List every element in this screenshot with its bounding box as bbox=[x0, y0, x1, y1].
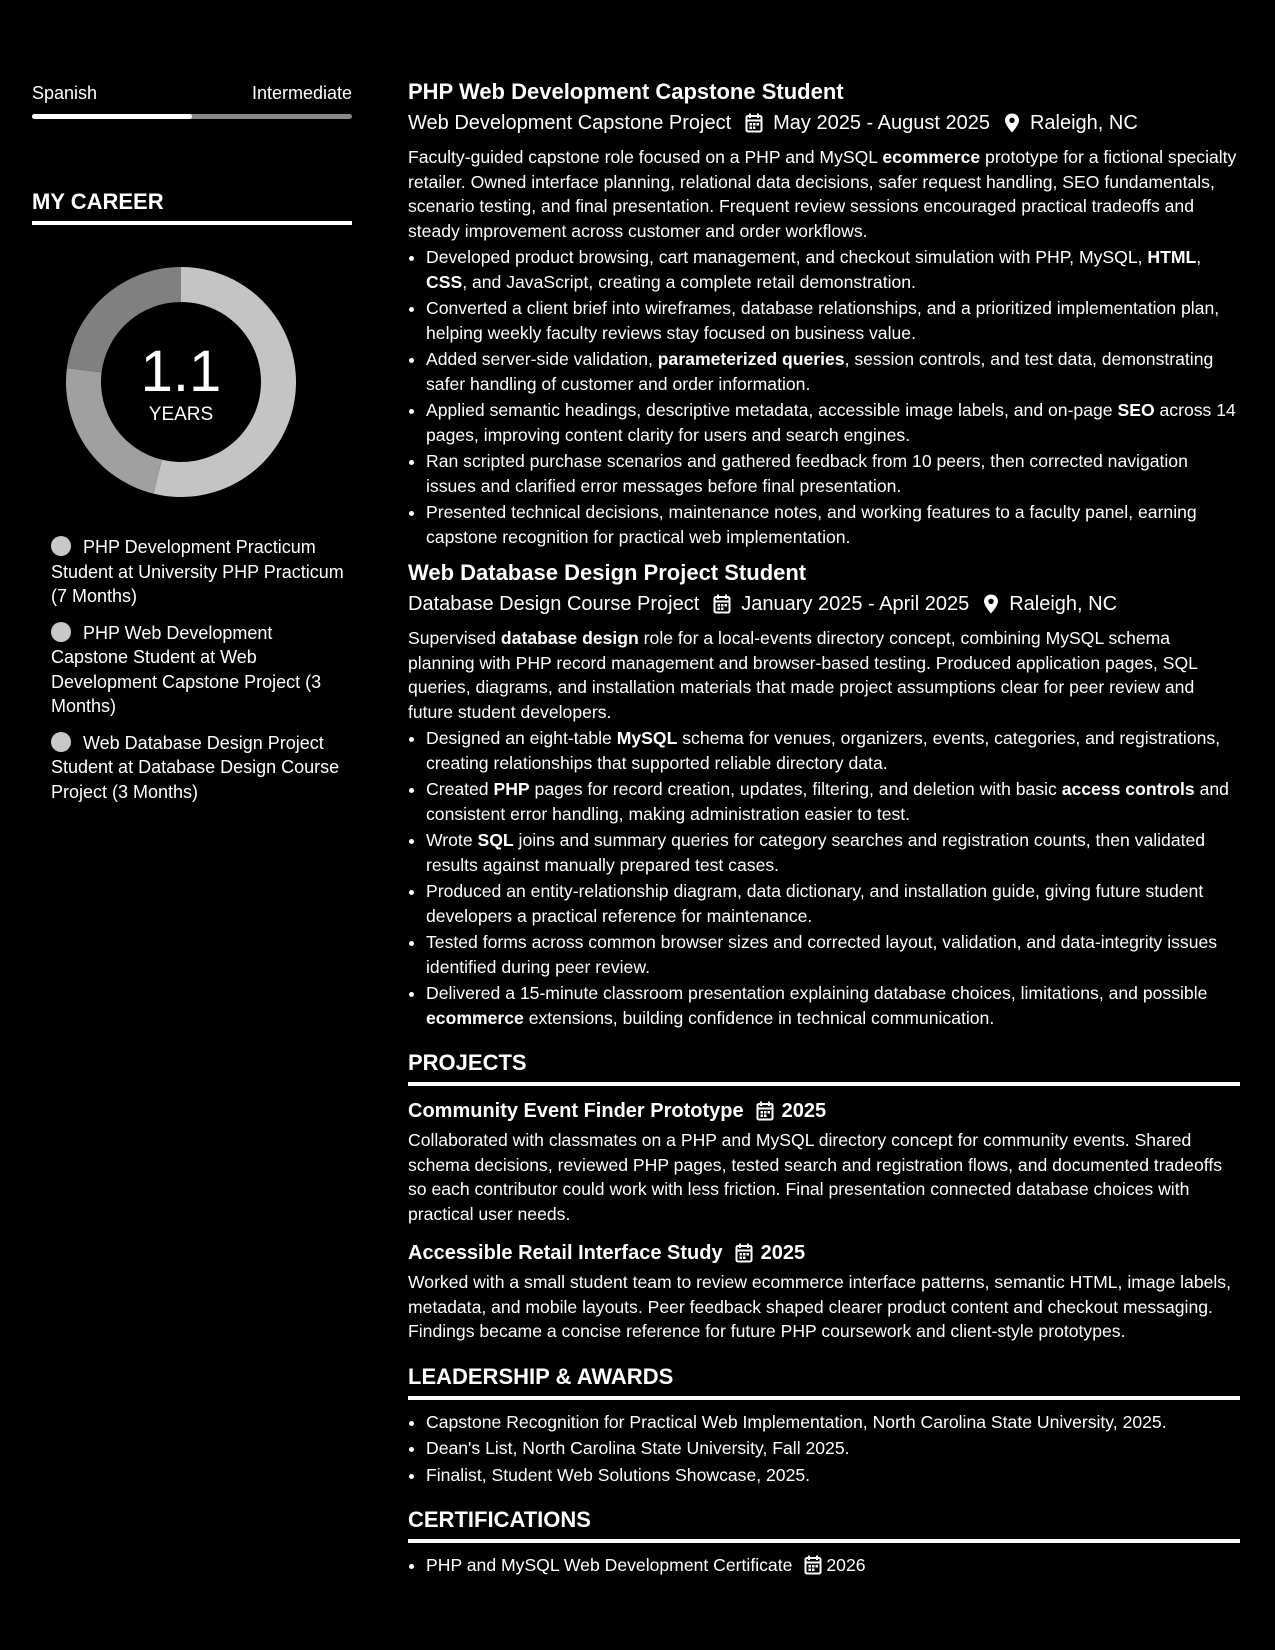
calendar-icon bbox=[745, 113, 763, 133]
career-list-item bbox=[51, 621, 352, 719]
project-year: 2025 bbox=[760, 1242, 806, 1264]
language-progress-bar bbox=[32, 114, 352, 119]
job-bullet: • Developed product browsing, cart management, and checkout simulation with PHP, MySQL, HTML, CSS, and JavaScript, creating a complete retail demonstration. bbox=[426, 245, 1240, 294]
project-year: 2025 bbox=[781, 1100, 827, 1122]
projects-heading-rule bbox=[408, 1082, 1240, 1086]
language-row bbox=[32, 82, 352, 104]
job-description: Supervised database design role for a local-events directory concept, combining MySQL schema planning with PHP record management and browser-based testing. Produced application pages, SQL queries, diagrams, and installation materials that made project assumptions clear for peer review and future student developers. bbox=[408, 628, 1198, 722]
career-item-label: PHP Development Practicum Student at University PHP Practicum (7 Months) bbox=[51, 537, 344, 606]
certification-row bbox=[426, 1553, 1240, 1578]
calendar-icon bbox=[735, 1243, 753, 1263]
career-list-item bbox=[51, 535, 352, 609]
certification-year: 2026 bbox=[826, 1555, 866, 1575]
job-bullet: • Produced an entity-relationship diagram, data dictionary, and installation guide, giving future student developers a practical reference for maintenance. bbox=[426, 879, 1240, 928]
career-donut-chart bbox=[66, 267, 296, 497]
career-item-label: PHP Web Development Capstone Student at Web Development Capstone Project (3 Months) bbox=[51, 622, 322, 716]
certifications-list bbox=[408, 1553, 1240, 1578]
sidebar bbox=[32, 82, 352, 816]
project-title-row bbox=[408, 1098, 1240, 1124]
career-heading: MY CAREER bbox=[32, 189, 164, 214]
career-dot bbox=[51, 536, 71, 556]
career-heading-rule bbox=[32, 221, 352, 225]
certifications-section bbox=[408, 1507, 1240, 1578]
job-bullet: • Tested forms across common browser sizes and corrected layout, validation, and data-integrity issues identified during peer review. bbox=[426, 930, 1240, 979]
job-meta bbox=[408, 590, 1240, 618]
calendar-icon bbox=[713, 594, 731, 614]
main-content bbox=[408, 78, 1240, 1580]
location-pin-icon bbox=[1004, 113, 1020, 133]
job-bullet: • Designed an eight-table MySQL schema for venues, organizers, events, categories, and registrations, creating relationships that supported reliable directory data. bbox=[426, 726, 1240, 775]
project-title-row bbox=[408, 1240, 1240, 1266]
projects-section bbox=[408, 1050, 1240, 1344]
job-location: Raleigh, NC bbox=[1009, 593, 1118, 615]
job-dates: May 2025 - August 2025 bbox=[773, 112, 990, 134]
career-dot bbox=[51, 732, 71, 752]
career-item-label: Web Database Design Project Student at Database Design Course Project (3 Months) bbox=[51, 732, 340, 802]
project-name: Community Event Finder Prototype bbox=[408, 1100, 744, 1122]
language-name: Spanish bbox=[32, 83, 98, 103]
job-location: Raleigh, NC bbox=[1029, 112, 1138, 134]
certifications-heading: CERTIFICATIONS bbox=[408, 1507, 591, 1532]
career-list-item bbox=[51, 731, 352, 805]
experience-entry bbox=[408, 559, 1240, 1030]
job-title: PHP Web Development Capstone Student bbox=[408, 79, 844, 104]
awards-section bbox=[408, 1364, 1240, 1488]
job-bullet: • Presented technical decisions, maintenance notes, and working features to a faculty panel, earning capstone recognition for practical web implementation. bbox=[426, 500, 1240, 549]
job-bullet: • Delivered a 15-minute classroom presentation explaining database choices, limitations, and possible ecommerce extensions, building confidence in technical communication. bbox=[426, 981, 1240, 1030]
award-item: • Capstone Recognition for Practical Web Implementation, North Carolina State University, 2025. bbox=[426, 1410, 1240, 1435]
calendar-icon bbox=[756, 1101, 774, 1121]
job-bullet: • Wrote SQL joins and summary queries for category searches and registration counts, then validated results against manually prepared test cases. bbox=[426, 828, 1240, 877]
certifications-heading-rule bbox=[408, 1539, 1240, 1543]
job-bullet: • Created PHP pages for record creation, updates, filtering, and deletion with basic access controls and consistent error handling, making administration easier to test. bbox=[426, 777, 1240, 826]
certification-name: • PHP and MySQL Web Development Certificate bbox=[426, 1555, 793, 1575]
awards-heading-rule bbox=[408, 1396, 1240, 1400]
job-bullets bbox=[408, 245, 1240, 549]
job-bullets bbox=[408, 726, 1240, 1030]
job-org: Database Design Course Project bbox=[408, 593, 700, 615]
job-title: Web Database Design Project Student bbox=[408, 560, 807, 585]
job-meta bbox=[408, 109, 1240, 137]
job-bullet: • Ran scripted purchase scenarios and gathered feedback from 10 peers, then corrected navigation issues and clarified error messages before final presentation. bbox=[426, 449, 1240, 498]
award-item: • Finalist, Student Web Solutions Showcase, 2025. bbox=[426, 1463, 1240, 1488]
career-section bbox=[32, 189, 352, 225]
language-progress-fill bbox=[32, 114, 192, 119]
projects-heading: PROJECTS bbox=[408, 1050, 527, 1075]
project-description: Collaborated with classmates on a PHP and MySQL directory concept for community events. Shared schema decisions, reviewed PHP pages, tested search and registration flows, and documented tradeoffs so each contributor could work with less friction. Final presentation connected database choices with practical user needs. bbox=[408, 1130, 1223, 1224]
job-dates: January 2025 - April 2025 bbox=[741, 593, 970, 615]
job-bullet: • Added server-side validation, parameterized queries, session controls, and test data, demonstrating safer handling of customer and order information. bbox=[426, 347, 1240, 396]
career-dot bbox=[51, 622, 71, 642]
donut-total-unit: YEARS bbox=[148, 404, 214, 425]
language-level: Intermediate bbox=[251, 83, 352, 103]
awards-heading: LEADERSHIP & AWARDS bbox=[408, 1363, 674, 1389]
award-item: • Dean's List, North Carolina State University, Fall 2025. bbox=[426, 1436, 1240, 1461]
awards-list bbox=[408, 1410, 1240, 1488]
calendar-icon bbox=[804, 1555, 822, 1575]
experience-entry bbox=[408, 78, 1240, 549]
project-name: Accessible Retail Interface Study bbox=[408, 1242, 723, 1264]
job-description: Faculty-guided capstone role focused on a PHP and MySQL ecommerce prototype for a fictional specialty retailer. Owned interface planning, relational data decisions, safer request handling, SEO fundamentals, scenario testing, and final presentation. Frequent review sessions encouraged practical tradeoffs and steady improvement across customer and order workflows. bbox=[408, 147, 1237, 241]
job-bullet: • Applied semantic headings, descriptive metadata, accessible image labels, and on-page SEO across 14 pages, improving content clarity for users and search engines. bbox=[426, 398, 1240, 447]
certification-item bbox=[426, 1553, 1240, 1578]
donut-total-value: 1.1 bbox=[140, 339, 222, 404]
location-pin-icon bbox=[983, 594, 999, 614]
job-bullet: • Converted a client brief into wireframes, database relationships, and a prioritized implementation plan, helping weekly faculty reviews stay focused on business value. bbox=[426, 296, 1240, 345]
donut-center bbox=[66, 267, 296, 497]
job-org: Web Development Capstone Project bbox=[408, 112, 732, 134]
project-description: Worked with a small student team to review ecommerce interface patterns, semantic HTML, image labels, metadata, and mobile layouts. Peer feedback shaped clearer product content and checkout messaging. Findings became a concise reference for future PHP coursework and client-style prototypes. bbox=[408, 1272, 1231, 1341]
career-list bbox=[51, 535, 352, 804]
